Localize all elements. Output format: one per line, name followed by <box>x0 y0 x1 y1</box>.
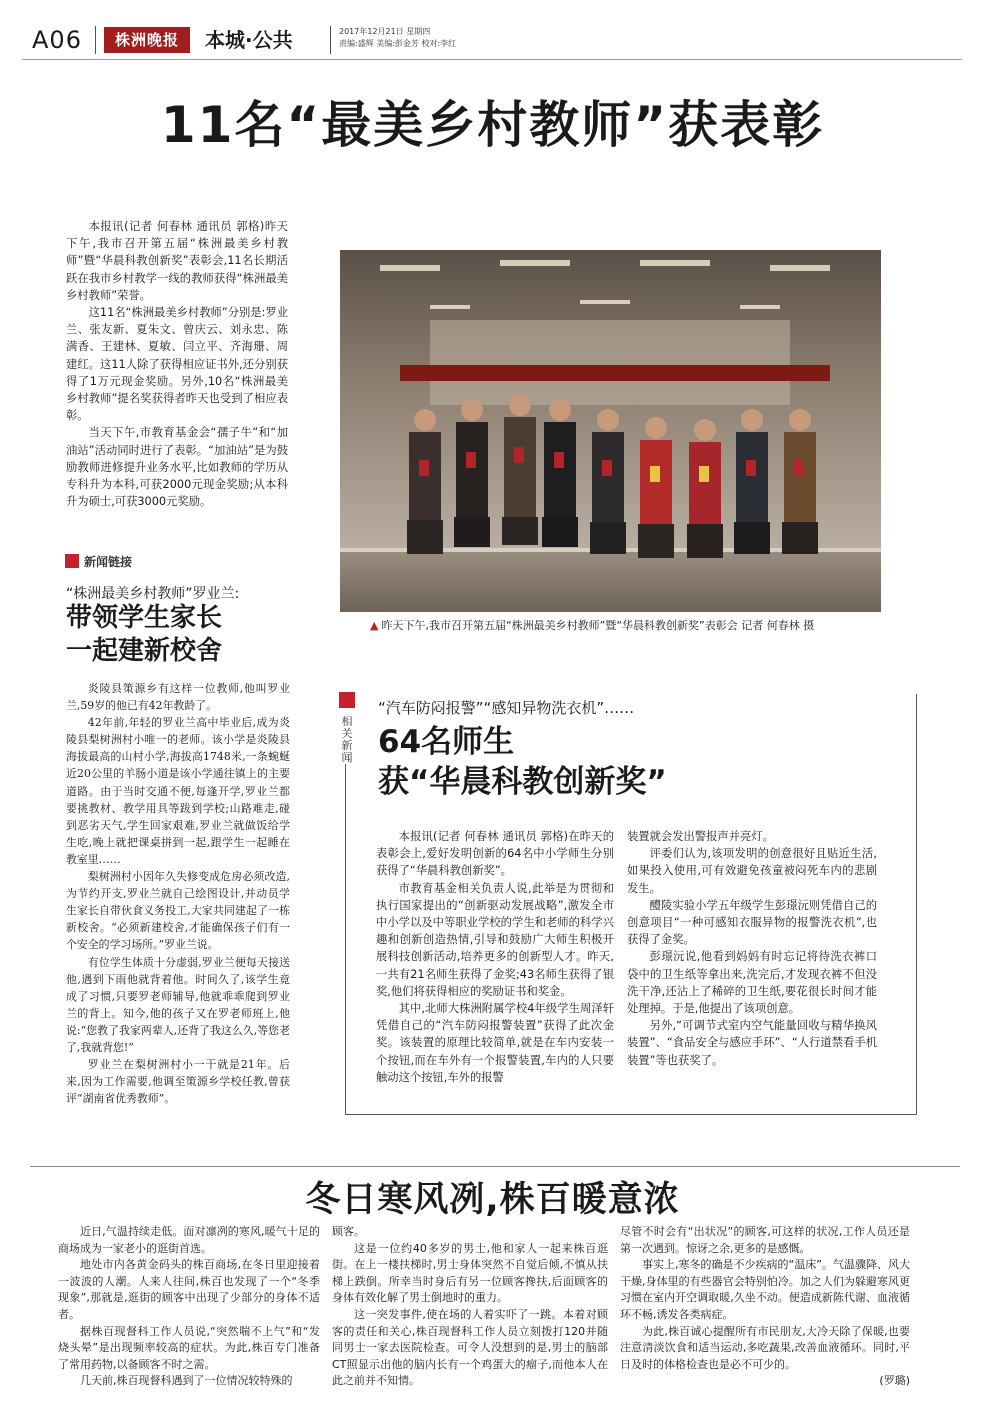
paragraph: 装置就会发出警报声并亮灯。 <box>627 830 774 843</box>
paragraph: 彭璟沅说,他看到妈妈有时忘记将待洗衣裤口袋中的卫生纸等拿出来,洗完后,才发现衣裤不但没洗干净,还沾上了稀碎的卫生纸,要花很长时间才能处理掉。于是,他提出了该项创意。 <box>627 950 877 1016</box>
related-label-text: 相关新闻 <box>341 715 353 764</box>
bottom-article-col1 <box>58 1224 320 1390</box>
paragraph: 地处市内各黄金码头的株百商场,在冬日里迎接着一波波的人潮。人来人往间,株百也发现了一个“冬季现象”,那就是,逛街的顾客中出现了少部分的身体不适者。 <box>58 1258 320 1321</box>
paragraph: 市教育基金相关负责人说,此举是为贯彻和执行国家提出的“创新驱动发展战略”,激发全市中小学以及中等职业学校的学生和老师的科学兴趣和创新创造热情,引导和鼓励广大师生积极开展科技创新活动,培养更多的创新型人才。昨天,一共有21名师生获得了金奖;43名师生获得了银奖,他们将获得相应的奖励证书和奖金。 <box>376 881 614 998</box>
tag-icon <box>339 692 355 708</box>
newspaper-logo: 株洲晚报 <box>104 27 190 53</box>
paragraph: 顾客。 <box>332 1225 365 1238</box>
paragraph: 罗业兰在梨树洲村小一干就是21年。后来,因为工作需要,他调至策源乡学校任教,曾获评“湖南省优秀教师”。 <box>66 1058 290 1106</box>
sidebar-article <box>66 680 290 1107</box>
byline: (罗璐) <box>879 1374 910 1388</box>
header-rule <box>22 59 962 60</box>
paragraph: 本报讯(记者 何春林 通讯员 郭格)昨天下午,我市召开第五届“株洲最美乡村教师”暨“华晨科教创新奖”表彰会,11名长期活跃在我市乡村教学一线的教师获得“株洲最美乡村教师”荣誉。 <box>66 220 288 302</box>
bottom-article-col2 <box>332 1224 608 1390</box>
caption-text: 昨天下午,我市召开第五届“株洲最美乡村教师”暨“华晨科教创新奖”表彰会 记者 何春林 摄 <box>381 619 815 632</box>
paragraph: 这是一位约40多岁的男士,他和家人一起来株百逛街。在上一楼扶梯时,男士身体突然不自觉后倾,不慎从扶梯上跌倒。所幸当时身后有另一位顾客搀扶,后面顾客的身体有效化解了男士倒地时的重力。 <box>332 1241 608 1305</box>
sidebar-title <box>66 602 222 668</box>
paragraph: 为此,株百诚心提醒所有市民朋友,大冷天除了保暖,也要注意清淡饮食和适当运动,多吃蔬果,改善血液循环。同时,平日及时的体格检查也是必不可少的。 <box>620 1324 910 1371</box>
photo-caption <box>370 617 890 633</box>
paragraph: 当天下午,市教育基金会“孺子牛”和“加油站”活动同时进行了表彰。“加油站”是为鼓励教师进修提升业务水平,比如教师的学历从专科升为本科,可获2000元现金奖励;从本科升为硕士,可获3000元奖励。 <box>66 426 288 509</box>
page-number: A06 <box>32 26 82 54</box>
paragraph: 据株百现督科工作人员说,“突然喘不上气”和“发烧头晕”是出现频率较高的症状。为此,株百专门准备了常用药物,以备顾客不时之需。 <box>58 1324 320 1371</box>
related-article-right <box>627 828 877 1069</box>
paragraph: 炎陵县策源乡有这样一位教师,他叫罗业兰,59岁的他已有42年教龄了。 <box>66 682 290 713</box>
related-title-line: 获“华晨科教创新奖” <box>378 764 667 800</box>
paragraph: 有位学生体质十分虚弱,罗业兰便每天接送他,遇到下雨他就背着他。时间久了,该学生竟成了习惯,只要罗老师辅导,他就乖乖爬到罗业兰的背上。知今,他的孩子又在罗老师班上,他说:“您教了我家两辈人,还背了我这么久,等您老了,我就背您!” <box>66 955 290 1054</box>
paragraph: 近日,气温持续走低。面对凛冽的寒风,暖气十足的商场成为一家老小的逛街首选。 <box>58 1225 320 1255</box>
sidebar-title-line: 带领学生家长 <box>66 603 223 633</box>
paragraph: 本报讯(记者 何春林 通讯员 郭格)在昨天的表彰会上,爱好发明创新的64名中小学师生分别获得了“华晨科教创新奖”。 <box>376 830 614 878</box>
news-link-label: 新闻链接 <box>84 555 133 569</box>
paragraph: 醴陵实验小学五年级学生彭璟沅则凭借自己的创意项目“一种可感知衣服异物的报警洗衣机”,也获得了金奖。 <box>627 898 877 947</box>
paragraph: 几天前,株百现督科遇到了一位情况较特殊的 <box>80 1374 293 1388</box>
date-line: 2017年12月21日 星期四 <box>339 27 431 36</box>
news-link-tag <box>65 553 132 570</box>
related-subtitle: “汽车防闷报警”“感知异物洗衣机”…… <box>378 699 635 717</box>
paragraph: 尽管不时会有“出状况”的顾客,可这样的状况,工作人员还是第一次遇到。惊讶之余,更多的是感慨。 <box>620 1225 910 1255</box>
header-meta <box>339 26 456 50</box>
triangle-icon: ▲ <box>370 619 379 632</box>
related-article-left <box>376 828 614 1086</box>
header-divider <box>95 26 96 54</box>
paragraph: 另外,“可调节式室内空气能量回收与精华换风装置”、“食品安全与感应手环”、“人行道禁看手机装置”等也获奖了。 <box>627 1019 877 1067</box>
paragraph: 42年前,年轻的罗业兰高中毕业后,成为炎陵县梨树洲村小唯一的老师。该小学是炎陵县海拔最高的山村小学,海拔高1748米,一条蜿蜒近20公里的羊肠小道是该小学通往镇上的主要道路。由于当时交通不便,每逢开学,罗业兰都要挑教材、教学用具等跋到学校;山路难走,碰到恶劣天气,学生回家艰难,罗业兰就做饭给学生吃,晚上就把课桌拼到一起,跟学生一起睡在教室里…… <box>66 716 290 866</box>
award-ceremony-photo <box>340 250 881 612</box>
sidebar-title-line: 一起建新校舍 <box>66 636 223 666</box>
section-name: 本城·公共 <box>205 28 293 52</box>
paragraph: 梨树洲村小因年久失修变成危房必须改造,为节约开支,罗业兰就自己绘图设计,并动员学生家长自带伙食义务投工,大家共同建起了一栋新校舍。“必须新建校舍,才能确保孩子们有一个安全的学习场所。”罗业兰说。 <box>66 870 290 952</box>
paragraph: 这11名“株洲最美乡村教师”分别是:罗业兰、张友新、夏朱文、曾庆云、刘永忠、陈满香、王建林、夏敏、闫立平、齐海珊、周建红。这11人除了获得相应证书外,还分别获得了1万元现金奖励。另外,10名“株洲最美乡村教师”提名奖获得者昨天也受到了相应表彰。 <box>66 306 288 423</box>
staff-line: 责编:盛辉 美编:彭金芳 校对:李红 <box>339 39 457 48</box>
paragraph: 评委们认为,该项发明的创意很好且贴近生活,如果投入使用,可有效避免孩童被闷死车内的悲剧发生。 <box>627 847 877 895</box>
paragraph: 其中,北师大株洲附属学校4年级学生周泽轩凭借自己的“汽车防闷报警装置”获得了此次金奖。该装置的原理比较简单,就是在车内安装一个按钮,而在车外有一个报警装置,车内的人只要触动这个按钮,车外的报警 <box>376 1002 614 1084</box>
tag-icon <box>65 554 79 568</box>
header-divider <box>330 26 331 54</box>
related-title-line: 64名师生 <box>378 724 515 760</box>
related-title <box>378 722 667 802</box>
related-news-label <box>332 692 362 764</box>
paragraph: 这一突发事件,使在场的人着实吓了一跳。本着对顾客的责任和关心,株百现督科工作人员立刻拨打120并随同男士一家去医院检查。可令人没想到的是,男士的脑部CT照显示出他的脑内长有一个鸡蛋大的瘤子,而他本人在此之前并不知情。 <box>332 1307 608 1388</box>
sidebar-subtitle: “株洲最美乡村教师”罗业兰: <box>66 586 240 602</box>
bottom-article-col3 <box>620 1224 910 1390</box>
lead-article <box>66 218 288 510</box>
paragraph: 事实上,寒冬的确是不少疾病的“温床”。气温骤降、风大干燥,身体里的有些器官会特别怕冷。加之人们为躲避寒风更习惯在室内开空调取暖,久坐不动。便造成新陈代谢、血液循环不畅,诱发各类病症。 <box>620 1258 910 1321</box>
bottom-headline: 冬日寒风冽,株百暖意浓 <box>305 1180 680 1220</box>
section-rule <box>30 1166 960 1167</box>
main-headline: 11名“最美乡村教师”获表彰 <box>160 96 825 154</box>
